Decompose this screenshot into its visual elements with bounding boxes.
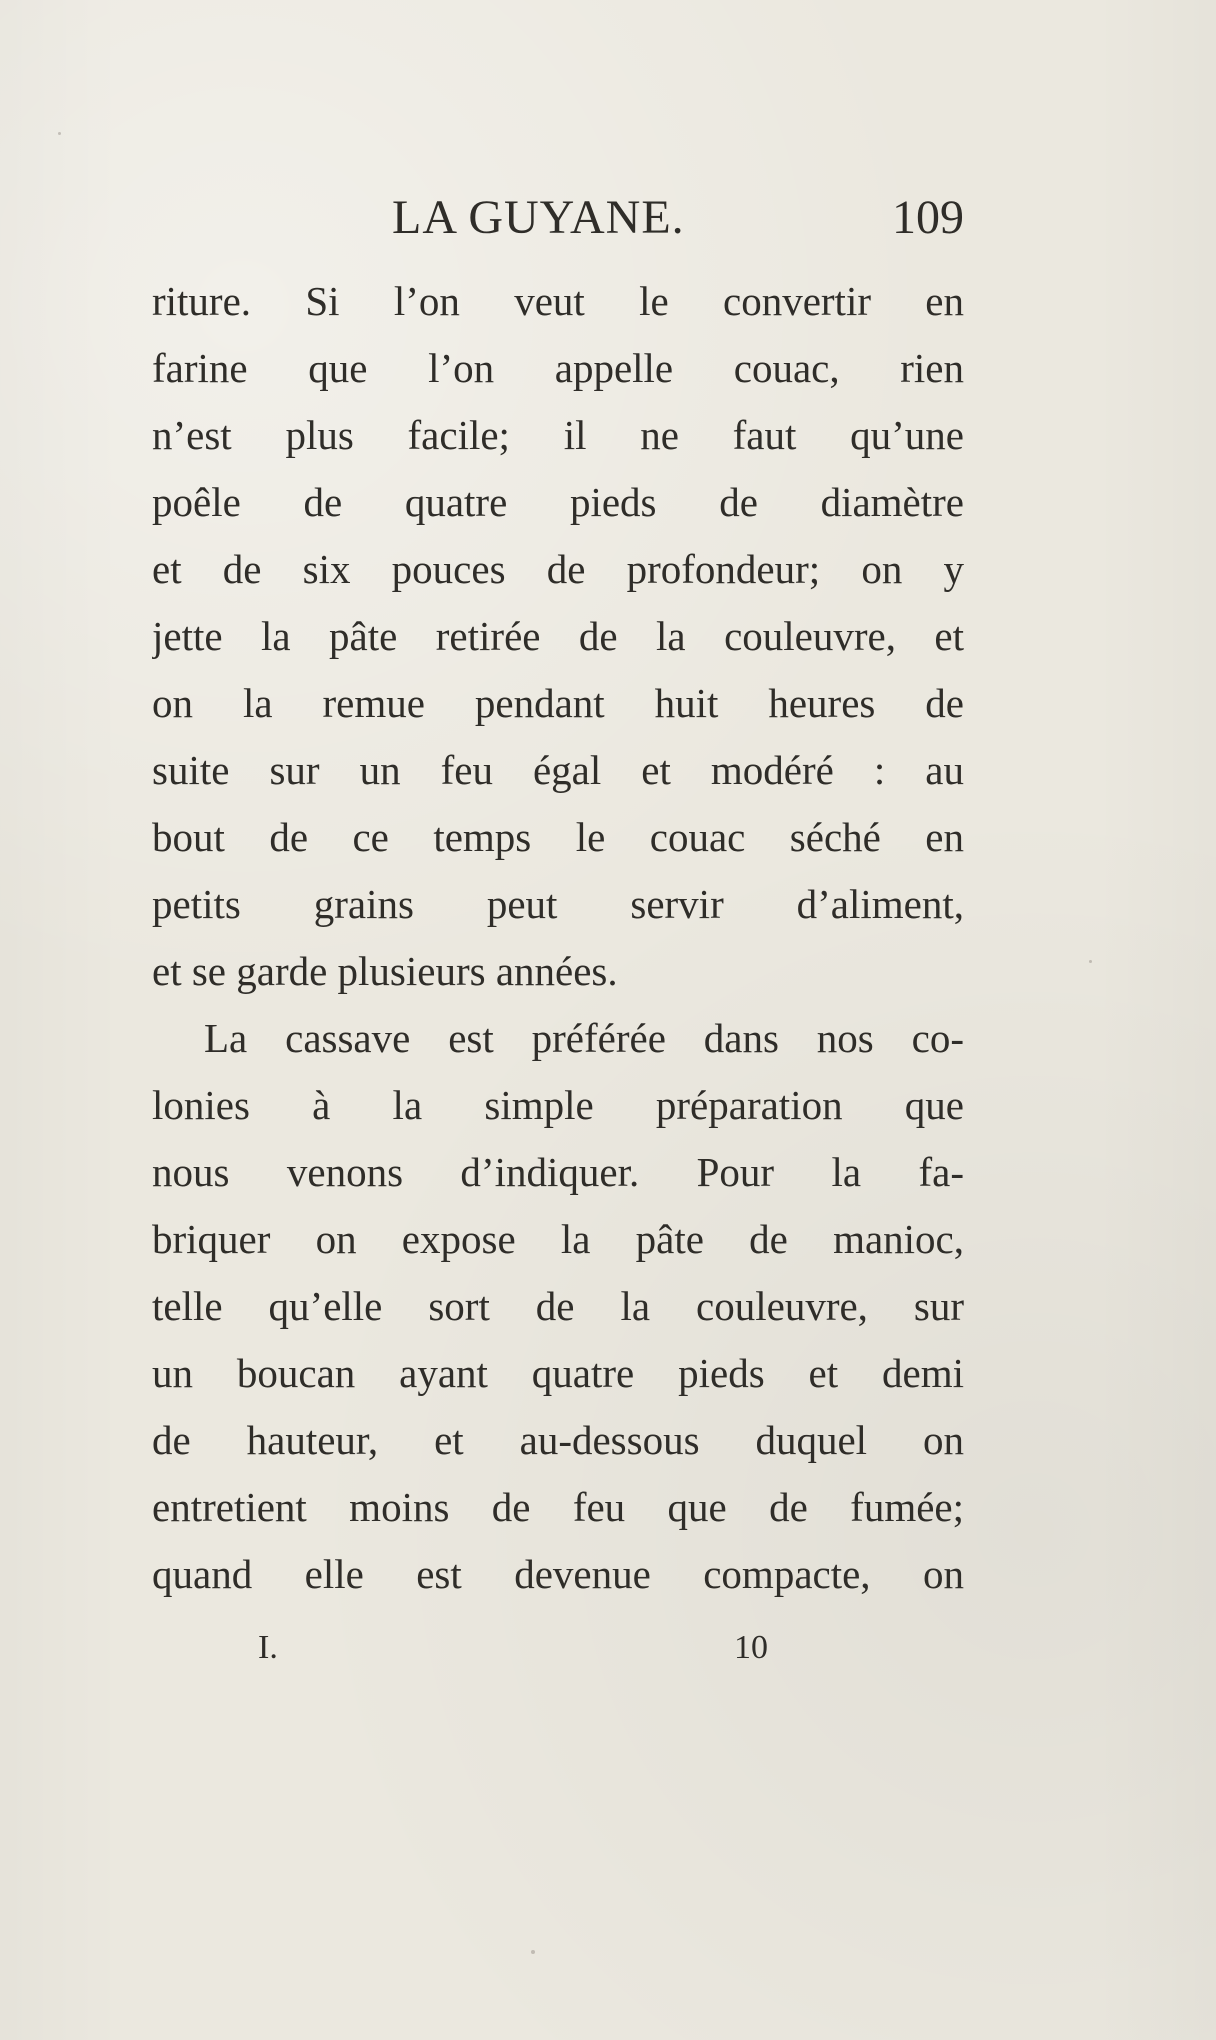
- text-line: lonies à la simple préparation que: [152, 1082, 964, 1128]
- text-line: entretient moins de feu que de fumée;: [152, 1484, 964, 1530]
- text-line: quand elle est devenue compacte, on: [152, 1551, 964, 1597]
- paper-speck: [531, 1950, 535, 1954]
- paper-speck: [1089, 960, 1092, 963]
- page-header: [152, 188, 964, 248]
- text-line: jette la pâte retirée de la couleuvre, et: [152, 613, 964, 659]
- text-line: n’est plus facile; il ne faut qu’une: [152, 412, 964, 458]
- page-number: 109: [892, 191, 964, 244]
- text-line: et de six pouces de profondeur; on y: [152, 546, 964, 592]
- text-line: petits grains peut servir d’aliment,: [152, 881, 964, 927]
- paragraph-start-line: La cassave est préférée dans nos co-: [204, 1015, 964, 1061]
- text-line: poêle de quatre pieds de diamètre: [152, 479, 964, 525]
- text-line: nous venons d’indiquer. Pour la fa-: [152, 1149, 964, 1195]
- text-line: un boucan ayant quatre pieds et demi: [152, 1350, 964, 1396]
- signature-number: 10: [734, 1629, 768, 1666]
- text-line: suite sur un feu égal et modéré : au: [152, 747, 964, 793]
- text-line: de hauteur, et au-dessous duquel on: [152, 1417, 964, 1463]
- body-text: [152, 268, 964, 1608]
- text-line: telle qu’elle sort de la couleuvre, sur: [152, 1283, 964, 1329]
- text-line: bout de ce temps le couac séché en: [152, 814, 964, 860]
- paragraph-end-line: et se garde plusieurs années.: [152, 948, 618, 994]
- text-line: farine que l’on appelle couac, rien: [152, 345, 964, 391]
- text-line: briquer on expose la pâte de manioc,: [152, 1216, 964, 1262]
- paper-speck: [58, 132, 61, 135]
- text-line: riture. Si l’on veut le convertir en: [152, 278, 964, 324]
- signature-mark: I.: [258, 1629, 278, 1666]
- text-line: on la remue pendant huit heures de: [152, 680, 964, 726]
- running-title: LA GUYANE.: [392, 191, 685, 244]
